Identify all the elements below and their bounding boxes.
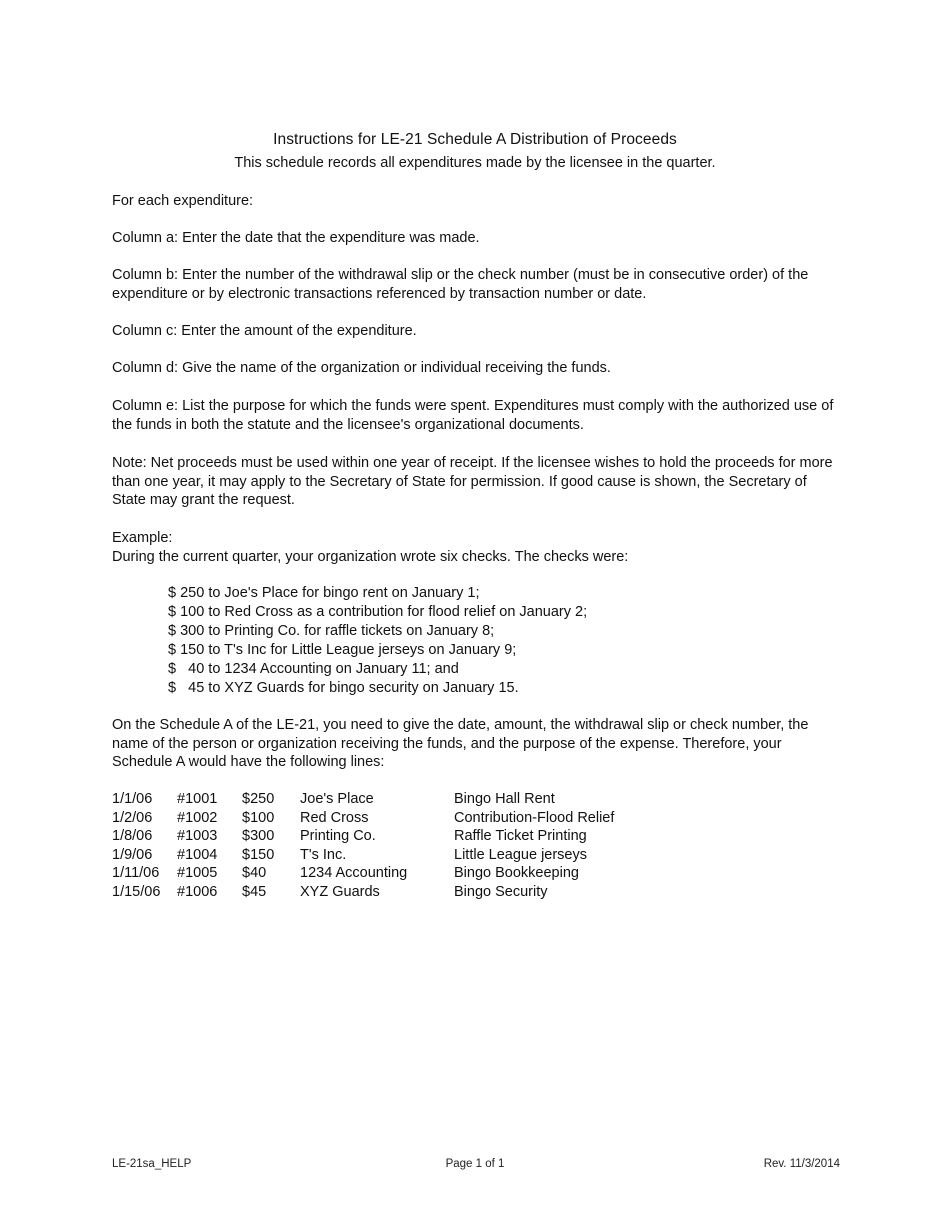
cell-date: 1/11/06 <box>112 865 160 882</box>
cell-date: 1/8/06 <box>112 828 153 845</box>
page-subtitle: This schedule records all expenditures made by the licensee in the quarter. <box>234 155 716 171</box>
cell-date: 1/2/06 <box>112 809 153 826</box>
list-item: $ 150 to T's Inc for Little League jerseys on January 9; <box>168 642 517 658</box>
list-item: $ 100 to Red Cross as a contribution for flood relief on January 2; <box>168 604 588 620</box>
cell-date: 1/1/06 <box>112 791 153 807</box>
cell-check-number: #1001 <box>177 791 218 807</box>
cell-recipient: Red Cross <box>300 809 369 826</box>
cell-recipient: T's Inc. <box>300 846 347 863</box>
column-d-instruction: Column d: Give the name of the organization or individual receiving the funds. <box>112 360 611 376</box>
cell-amount: $100 <box>242 809 275 826</box>
cell-purpose: Little League jerseys <box>454 846 587 863</box>
cell-recipient: 1234 Accounting <box>300 865 408 882</box>
schedule-intro: On the Schedule A of the LE-21, you need to give the date, amount, the withdrawal slip or check number, the name of the person or organization receiving the funds, and the purpose of the expense. Therefore, your Schedule A would have the following lines: <box>112 717 809 771</box>
cell-check-number: #1005 <box>177 865 218 882</box>
column-c-instruction: Column c: Enter the amount of the expenditure. <box>112 323 417 339</box>
column-b-instruction: Column b: Enter the number of the withdrawal slip or the check number (must be in consecutive order) of the expenditure or by electronic transactions referenced by transaction number or date. <box>112 267 809 302</box>
cell-check-number: #1002 <box>177 809 218 826</box>
column-a-instruction: Column a: Enter the date that the expenditure was made. <box>112 230 480 246</box>
intro-text: For each expenditure: <box>112 193 254 209</box>
list-item: $ 45 to XYZ Guards for bingo security on January 15. <box>168 680 519 696</box>
cell-recipient: Printing Co. <box>300 828 376 845</box>
cell-recipient: Joe's Place <box>300 791 374 807</box>
cell-purpose: Raffle Ticket Printing <box>454 828 587 845</box>
cell-amount: $45 <box>242 883 267 900</box>
cell-purpose: Contribution-Flood Relief <box>454 809 615 826</box>
example-heading: Example: <box>112 530 173 546</box>
note-paragraph: Note: Net proceeds must be used within one year of receipt. If the licensee wishes to hold the proceeds for more than one year, it may apply to the Secretary of State for permission. If good cause is shown, the Secretary of State may grant the request. <box>112 455 833 509</box>
cell-purpose: Bingo Hall Rent <box>454 791 555 807</box>
cell-amount: $250 <box>242 791 275 807</box>
footer-revision: Rev. 11/3/2014 <box>763 1158 840 1170</box>
list-item: $ 250 to Joe's Place for bingo rent on January 1; <box>168 585 480 601</box>
cell-purpose: Bingo Security <box>454 883 548 900</box>
cell-date: 1/9/06 <box>112 846 153 863</box>
cell-amount: $150 <box>242 846 275 863</box>
cell-check-number: #1004 <box>177 846 218 863</box>
example-check-list <box>168 584 587 698</box>
cell-amount: $40 <box>242 865 267 882</box>
cell-check-number: #1003 <box>177 828 218 845</box>
footer-page-number: Page 1 of 1 <box>445 1158 505 1170</box>
cell-recipient: XYZ Guards <box>300 883 380 900</box>
list-item: $ 300 to Printing Co. for raffle tickets on January 8; <box>168 623 495 639</box>
cell-purpose: Bingo Bookkeeping <box>454 865 579 882</box>
cell-check-number: #1006 <box>177 883 218 900</box>
example-intro: During the current quarter, your organization wrote six checks. The checks were: <box>112 549 629 565</box>
footer-form-id: LE-21sa_HELP <box>112 1158 192 1170</box>
page-title: Instructions for LE-21 Schedule A Distribution of Proceeds <box>273 131 677 148</box>
cell-amount: $300 <box>242 828 275 845</box>
list-item: $ 40 to 1234 Accounting on January 11; and <box>168 661 459 677</box>
cell-date: 1/15/06 <box>112 883 161 900</box>
column-e-instruction: Column e: List the purpose for which the funds were spent. Expenditures must comply with the authorized use of the funds in both the statute and the licensee's organizational documents. <box>112 398 834 433</box>
